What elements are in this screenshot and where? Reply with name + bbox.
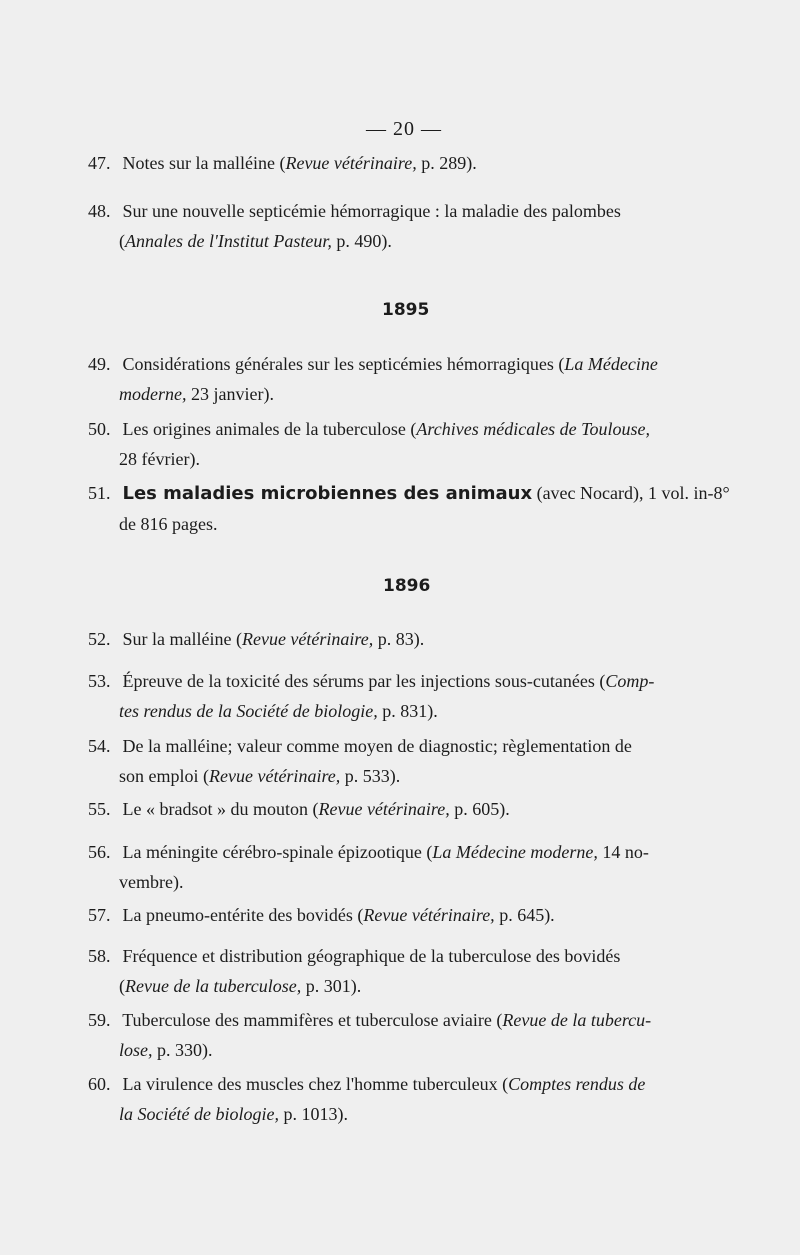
year-heading: 1895 — [382, 300, 430, 320]
bibliography-entry: 50. Les origines animales de la tuberculose (Archives médicales de Toulouse, 28 février). — [88, 414, 730, 474]
entry-number: 50. — [88, 419, 111, 439]
year-heading: 1896 — [383, 576, 431, 596]
bibliography-entry: 59. Tuberculose des mammifères et tuberculose aviaire (Revue de la tubercu- lose, p. 330). — [88, 1005, 730, 1065]
bibliography-entry: 48. Sur une nouvelle septicémie hémorragique : la maladie des palombes (Annales de l'Institut Pasteur, p. 490). — [88, 196, 730, 256]
entry-number: 57. — [88, 905, 111, 925]
entry-number: 59. — [88, 1010, 111, 1030]
bibliography-entry: 53. Épreuve de la toxicité des sérums par les injections sous-cutanées (Comp- tes rendus de la Société de biologie, p. 831). — [88, 666, 730, 726]
entry-number: 58. — [88, 946, 111, 966]
entry-number: 54. — [88, 736, 111, 756]
bibliography-entry: 57. La pneumo-entérite des bovidés (Revue vétérinaire, p. 645). — [88, 900, 730, 930]
entry-number: 53. — [88, 671, 111, 691]
entry-number: 56. — [88, 842, 111, 862]
entry-number: 49. — [88, 354, 111, 374]
bibliography-entry: 58. Fréquence et distribution géographique de la tuberculose des bovidés (Revue de la tuberculose, p. 301). — [88, 941, 730, 1001]
bibliography-entry: 51. Les maladies microbiennes des animaux (avec Nocard), 1 vol. in-8° de 816 pages. — [88, 478, 730, 539]
entry-number: 48. — [88, 201, 111, 221]
bibliography-entry: 49. Considérations générales sur les septicémies hémorragiques (La Médecine moderne, 23 janvier). — [88, 349, 730, 409]
bibliography-entry: 60. La virulence des muscles chez l'homme tuberculeux (Comptes rendus de la Société de biologie, p. 1013). — [88, 1069, 730, 1129]
entry-number: 47. — [88, 153, 111, 173]
entry-number: 55. — [88, 799, 111, 819]
bibliography-entry: 54. De la malléine; valeur comme moyen de diagnostic; règlementation de son emploi (Revue vétérinaire, p. 533). — [88, 731, 730, 791]
bibliography-entry: 56. La méningite cérébro-spinale épizootique (La Médecine moderne, 14 no- vembre). — [88, 837, 730, 897]
page-number: — 20 — — [366, 118, 442, 140]
bibliography-entry: 47. Notes sur la malléine (Revue vétérinaire, p. 289). — [88, 148, 730, 178]
entry-number: 60. — [88, 1074, 111, 1094]
bibliography-entry: 52. Sur la malléine (Revue vétérinaire, p. 83). — [88, 624, 730, 654]
entry-number: 51. — [88, 483, 111, 503]
entry-number: 52. — [88, 629, 111, 649]
bibliography-entry: 55. Le « bradsot » du mouton (Revue vétérinaire, p. 605). — [88, 794, 730, 824]
